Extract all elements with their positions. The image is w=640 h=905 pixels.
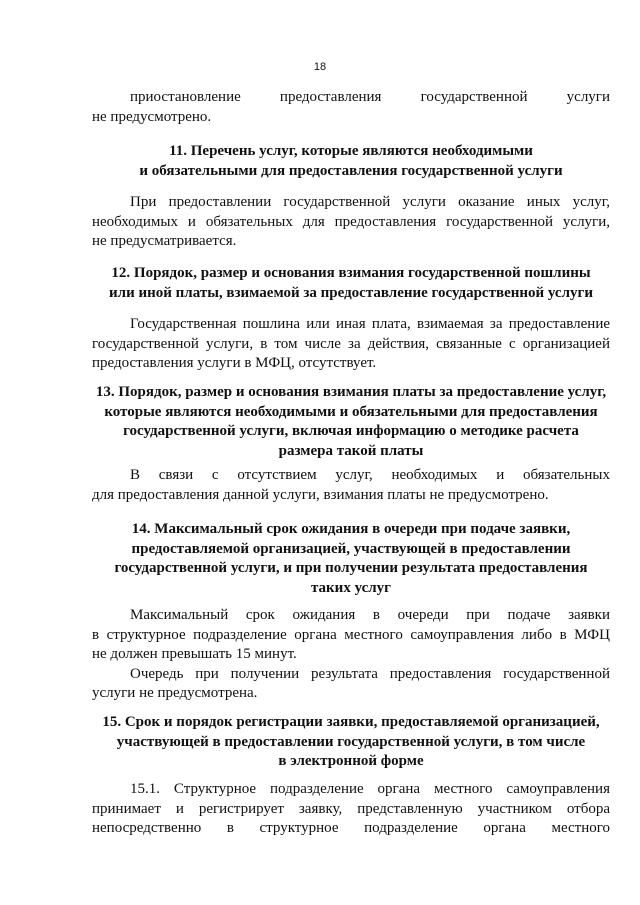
heading-line: размера такой платы <box>278 442 424 459</box>
text-line: для предоставления данной услуги, взимания платы не предусмотрено. <box>92 486 549 503</box>
section-14-heading <box>92 520 610 598</box>
section-11-heading <box>92 142 610 181</box>
text-line: непосредственно в структурное подразделение органа местного <box>92 820 610 836</box>
text-line: не предусматривается. <box>92 233 237 249</box>
heading-line: предоставляемой организацией, участвующей в предоставлении <box>131 540 571 557</box>
section-15-body <box>92 780 610 839</box>
text-line: Государственная пошлина или иная плата, взимаемая за предоставление <box>130 316 610 332</box>
section-13-heading <box>92 383 610 461</box>
heading-line: или иной платы, взимаемой за предоставление государственной услуги <box>109 284 593 301</box>
heading-line: государственной услуги, и при получении результата предоставления <box>114 560 588 576</box>
section-13-body <box>92 466 610 505</box>
heading-line: 15. Срок и порядок регистрации заявки, предоставляемой организацией, <box>102 714 600 730</box>
text-line: предоставления услуги в МФЦ, отсутствует. <box>92 355 377 371</box>
heading-line: государственной услуги, включая информацию о методике расчета <box>123 423 579 439</box>
heading-line: 12. Порядок, размер и основания взимания государственной пошлины <box>111 265 591 281</box>
text-line: не должен превышать 15 минут. <box>92 646 297 662</box>
text-line: В связи с отсутствием услуг, необходимых и обязательных <box>130 467 610 483</box>
heading-line: 13. Порядок, размер и основания взимания платы за предоставление услуг, <box>95 384 607 400</box>
text-line: Очередь при получении результата предоставления государственной <box>130 665 610 682</box>
text-line: принимает и регистрирует заявку, представленную участником отбора <box>92 800 610 817</box>
heading-line: таких услуг <box>310 579 391 596</box>
text-line: приостановление предоставления государственной услуги <box>130 89 610 105</box>
section-15-heading <box>92 713 610 772</box>
heading-line: которые являются необходимыми и обязательными для предоставления <box>104 403 598 420</box>
heading-line: участвующей в предоставлении государственной услуги, в том числе <box>116 733 586 750</box>
heading-line: в электронной форме <box>278 753 424 769</box>
text-line: необходимых и обязательных для предоставления государственной услуги, <box>92 213 610 230</box>
heading-line: и обязательными для предоставления государственной услуги <box>139 162 563 179</box>
text-line: не предусмотрено. <box>92 108 212 125</box>
heading-line: 11. Перечень услуг, которые являются необходимыми <box>169 143 533 159</box>
text-line: государственной услуги, в том числе за действия, связанные с организацией <box>92 335 610 352</box>
section-12-heading <box>92 264 610 303</box>
heading-line: 14. Максимальный срок ожидания в очереди при подаче заявки, <box>131 521 571 537</box>
text-line: услуги не предусмотрена. <box>92 685 258 701</box>
intro-paragraph <box>92 88 610 127</box>
section-14-body <box>92 606 610 704</box>
text-line: 15.1. Структурное подразделение органа местного самоуправления <box>130 781 610 797</box>
page-number: 18 <box>313 61 327 73</box>
text-line: в структурное подразделение органа местного самоуправления либо в МФЦ <box>92 626 610 643</box>
section-11-body <box>92 193 610 252</box>
text-line: При предоставлении государственной услуги оказание иных услуг, <box>130 194 610 210</box>
section-12-body <box>92 315 610 374</box>
text-line: Максимальный срок ожидания в очереди при подаче заявки <box>130 607 610 623</box>
